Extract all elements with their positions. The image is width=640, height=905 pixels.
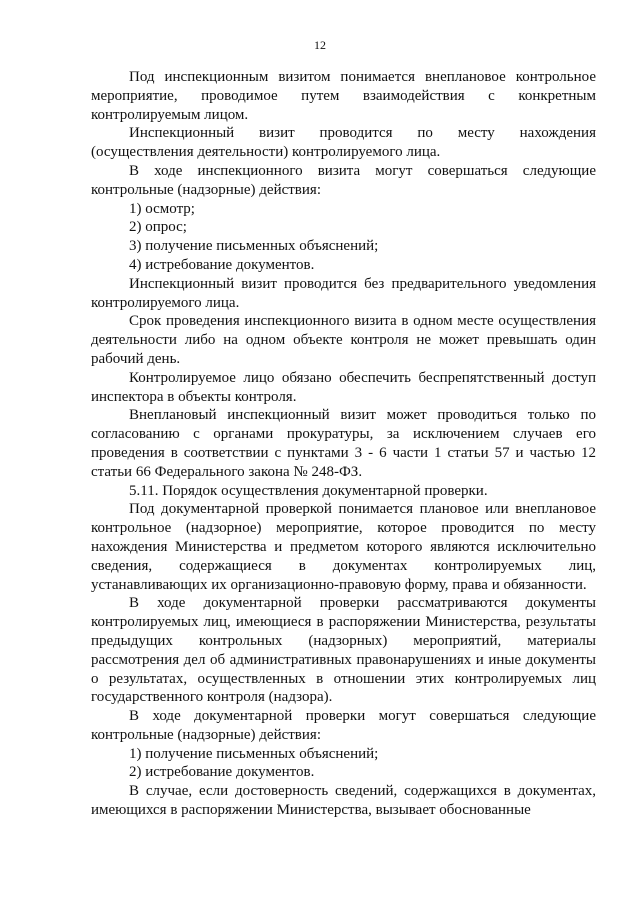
list-item-document-request: 4) истребование документов.: [129, 256, 315, 273]
paragraph-documentary-check-scope: В ходе документарной проверки рассматриваются документы контролируемых лиц, имеющиеся в распоряжении Министерства, результаты предыдущих контрольных (надзорных) мероприятий, материалы рассмотрения дел об административных правонарушениях и иные документы о результатах, осуществленных в отношении этих контролируемых лиц государственного контроля (надзора).: [91, 595, 596, 706]
paragraph-reliability-doubts: В случае, если достоверность сведений, содержащихся в документах, имеющихся в распоряжении Министерства, вызывает обоснованные: [91, 783, 596, 819]
paragraph-documentary-check-actions-intro: В ходе документарной проверки могут совершаться следующие контрольные (надзорные) действия:: [91, 708, 596, 743]
list-item-document-request-2: 2) истребование документов.: [129, 764, 315, 781]
page-number: 12: [314, 38, 326, 52]
paragraph-inspection-visit-actions-intro: В ходе инспекционного визита могут совершаться следующие контрольные (надзорные) действия:: [91, 162, 596, 198]
section-heading-5-11: 5.11. Порядок осуществления документарной проверки.: [129, 482, 488, 499]
document-body: [91, 68, 596, 820]
paragraph-documentary-check-definition: Под документарной проверкой понимается плановое или внеплановое контрольное (надзорное) мероприятие, которое проводится по месту нахождения Министерства и предметом которого являются исключительно сведения, содержащиеся в документах контролируемых лиц, устанавливающих их организационно-правовую форму, права и обязанности.: [91, 501, 596, 593]
paragraph-unscheduled-visit-approval: Внеплановый инспекционный визит может проводиться только по согласованию с органами прокуратуры, за исключением случаев его проведения в соответствии с пунктами 3 - 6 части 1 статьи 57 и частью 12 статьи 66 Федерального закона № 248-ФЗ.: [91, 407, 596, 480]
list-item-written-explanations: 3) получение письменных объяснений;: [129, 238, 379, 255]
paragraph-inspection-visit-definition: Под инспекционным визитом понимается внеплановое контрольное мероприятие, проводимое путем взаимодействия с конкретным контролируемым лицом.: [91, 69, 596, 123]
paragraph-inspection-visit-location: Инспекционный визит проводится по месту нахождения (осуществления деятельности) контролируемого лица.: [91, 125, 596, 161]
list-item-inspection: 1) осмотр;: [129, 200, 195, 217]
paragraph-visit-duration: Срок проведения инспекционного визита в одном месте осуществления деятельности либо на одном объекте контроля не может превышать один рабочий день.: [91, 313, 596, 367]
list-item-survey: 2) опрос;: [129, 219, 187, 236]
paragraph-no-prior-notice: Инспекционный визит проводится без предварительного уведомления контролируемого лица.: [91, 275, 596, 311]
paragraph-access-obligation: Контролируемое лицо обязано обеспечить беспрепятственный доступ инспектора в объекты контроля.: [91, 369, 596, 405]
list-item-written-explanations-2: 1) получение письменных объяснений;: [129, 745, 379, 762]
